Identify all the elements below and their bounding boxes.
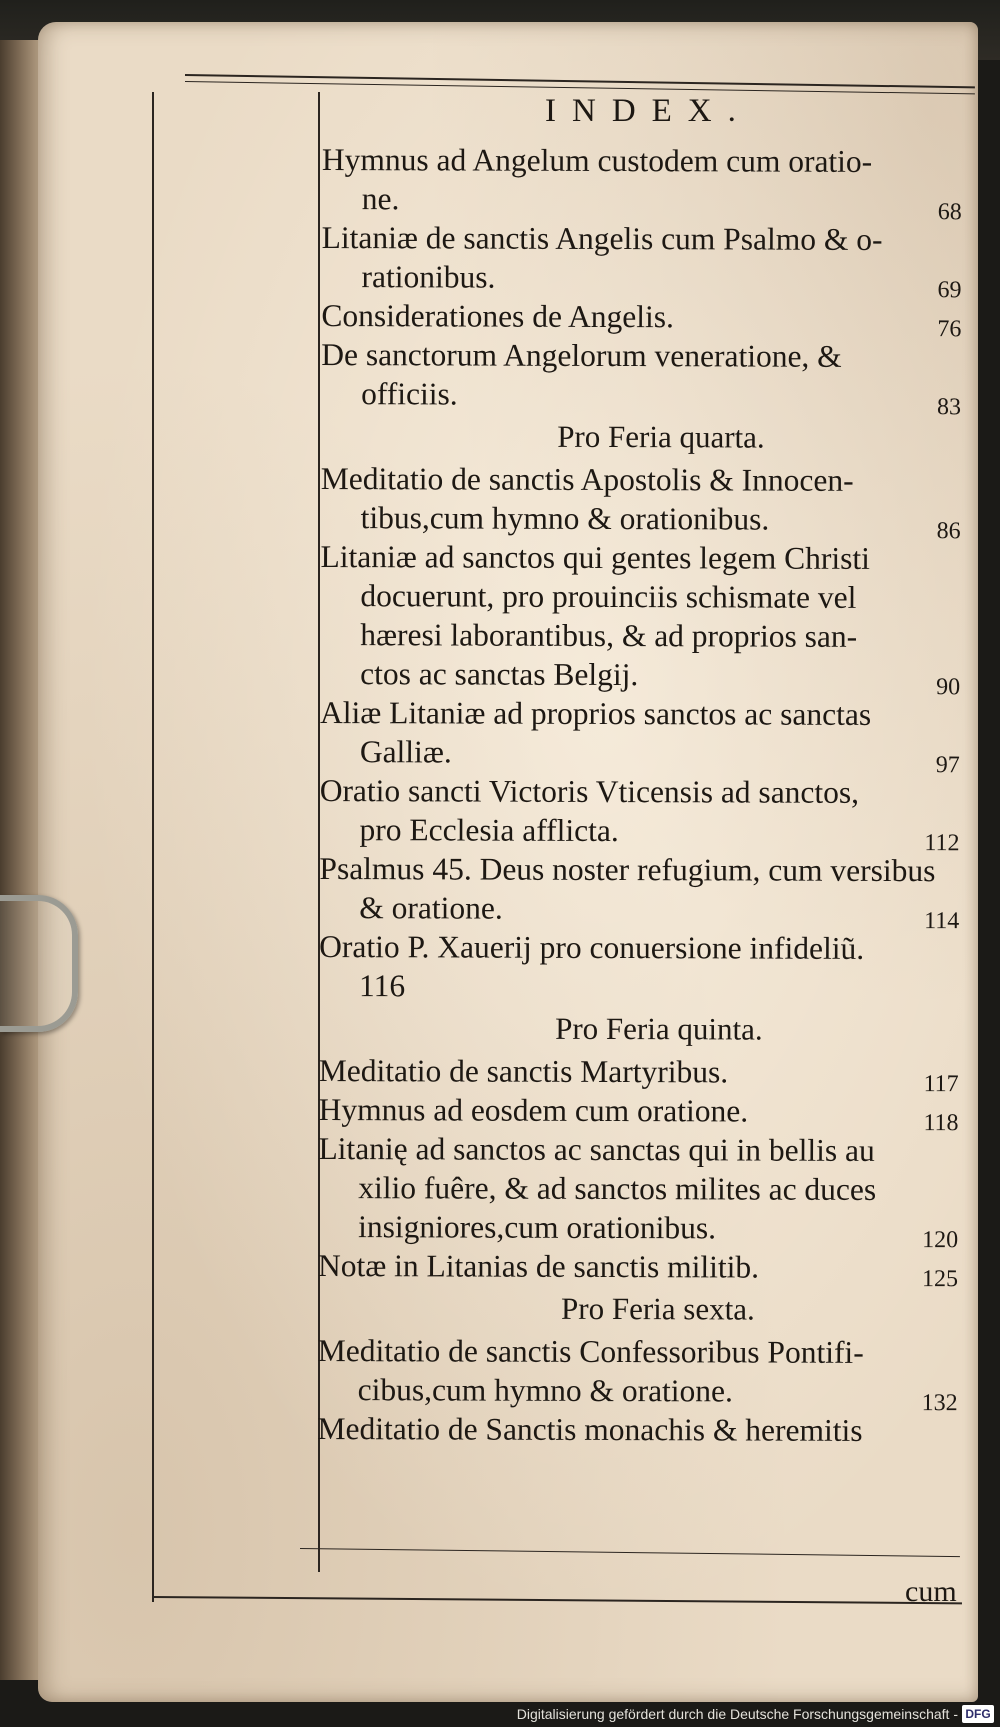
entry-line: Hymnus ad eosdem cum oratione. [318, 1091, 749, 1129]
entry-page-number: 76 [937, 316, 962, 343]
entry-line: Considerationes de Angelis. [321, 297, 675, 335]
index-entry [320, 459, 961, 545]
index-entry [321, 140, 962, 226]
index-entries [317, 140, 962, 1450]
entry-page-number: 125 [921, 1266, 959, 1293]
page-header: INDEX. [545, 93, 752, 129]
entry-page-number: 97 [935, 752, 960, 779]
entry-title [321, 218, 961, 298]
entry-page-number: 118 [923, 1110, 959, 1137]
entry-line: ne. [361, 181, 400, 217]
index-entry [321, 296, 962, 343]
entry-line: insigniores,cum orationibus. [358, 1209, 717, 1246]
entry-line: Hymnus ad Angelum custodem cum oratio- [321, 141, 873, 179]
entry-title [321, 335, 961, 415]
entry-line: Aliæ Litaniæ ad proprios sanctos ac sanctas [319, 694, 872, 732]
index-entry [317, 1409, 957, 1450]
entry-line: cibus,cum hymno & oratione. [357, 1372, 734, 1409]
entry-title [319, 927, 959, 1007]
entry-title [322, 140, 962, 220]
entry-line: officiis. [361, 376, 458, 412]
entry-title [320, 537, 961, 695]
entry-line: Oratio sancti Victoris Vticensis ad sanctos, [319, 772, 860, 810]
entry-line: Psalmus 45. Deus noster refugium, cum versibus [319, 850, 936, 889]
index-entry [320, 537, 961, 701]
entry-line: docuerunt, pro prouinciis schismate vel [360, 578, 857, 615]
footer-credit: Digitalisierung gefördert durch die Deutsche Forschungsgemeinschaft - [516, 1706, 958, 1722]
entry-line: Meditatio de sanctis Martyribus. [318, 1052, 729, 1090]
entry-page-number: 69 [937, 277, 962, 304]
entry-line: De sanctorum Angelorum veneratione, & [321, 336, 842, 374]
entry-title [320, 693, 960, 773]
entry-line: pro Ecclesia afflicta. [359, 812, 619, 849]
index-entry [317, 1331, 958, 1417]
entry-line: 116 [358, 968, 406, 1004]
section-heading: Pro Feria sexta. [561, 1290, 755, 1327]
section-heading: Pro Feria quarta. [557, 418, 765, 455]
entry-page-number: 112 [924, 830, 960, 857]
index-entry [319, 771, 960, 857]
catchword: cum [905, 1575, 957, 1608]
entry-title [318, 1129, 958, 1248]
entry-page-number: 68 [937, 199, 962, 226]
entry-line: & oratione. [359, 890, 503, 926]
entry-title [321, 296, 961, 337]
entry-line: Litaniæ ad sanctos qui gentes legem Christi [320, 538, 871, 576]
entry-line: hæresi laborantibus, & ad proprios san- [360, 617, 858, 654]
entry-title [319, 1051, 959, 1092]
index-entry [318, 1129, 959, 1254]
entry-line: Meditatio de sanctis Apostolis & Innocen- [320, 460, 854, 498]
entry-title [321, 459, 961, 539]
entry-page-number: 114 [924, 908, 960, 935]
entry-line: ctos ac sanctas Belgij. [360, 656, 639, 693]
entry-page-number: 83 [937, 394, 962, 421]
metal-clip [0, 895, 78, 1032]
index-entry [318, 1051, 959, 1098]
entry-page-number: 86 [936, 518, 961, 545]
entry-page-number: 120 [922, 1227, 959, 1254]
entry-page-number: 132 [921, 1390, 958, 1417]
entry-title [317, 1409, 957, 1450]
entry-page-number: 90 [936, 674, 961, 701]
index-entry [319, 849, 960, 935]
entry-line: Oratio P. Xauerij pro conuersione infideliũ. [319, 928, 865, 966]
dfg-logo: DFG [962, 1705, 994, 1723]
entry-line: Notæ in Litanias de sanctis militib. [318, 1247, 760, 1285]
index-entry [319, 693, 960, 779]
entry-title [318, 1331, 958, 1411]
entry-page-number: 117 [923, 1071, 959, 1098]
entry-line: Galliæ. [359, 734, 452, 770]
index-entry [319, 927, 959, 1007]
entry-line: Meditatio de sanctis Confessoribus Pontifi- [317, 1332, 864, 1370]
entry-line: rationibus. [361, 259, 496, 295]
entry-title [319, 849, 959, 929]
index-entry [321, 335, 962, 421]
entry-line: Litaniæ de sanctis Angelis cum Psalmo & o- [321, 219, 883, 257]
index-entry [318, 1090, 959, 1137]
left-rule-outer [152, 92, 154, 1602]
entry-line: tibus,cum hymno & orationibus. [360, 500, 770, 537]
entry-title [320, 771, 960, 851]
index-entry [318, 1246, 959, 1293]
entry-title [318, 1246, 958, 1287]
entry-line: xilio fuêre, & ad sanctos milites ac duces [358, 1170, 877, 1207]
entry-line: Litanię ad sanctos ac sanctas qui in bellis au [318, 1130, 875, 1168]
index-entry [321, 218, 962, 304]
entry-line: Meditatio de Sanctis monachis & heremitis [317, 1410, 863, 1448]
section-heading: Pro Feria quinta. [555, 1010, 763, 1047]
entry-title [319, 1090, 959, 1131]
